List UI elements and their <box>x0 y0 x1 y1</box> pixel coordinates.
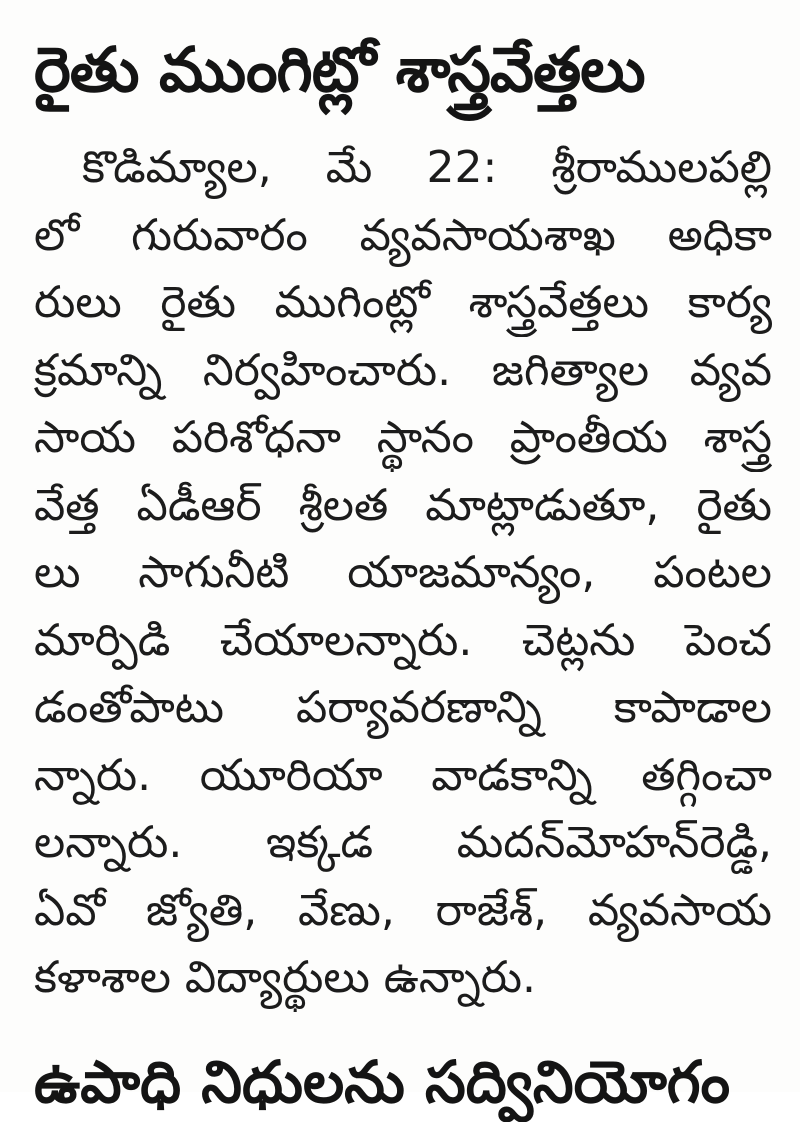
body-line: రులు రైతు ముగింట్లో శాస్త్రవేత్తలు కార్య <box>34 277 772 328</box>
body-line: లో గురువారం వ్యవసాయశాఖ అధికా <box>34 209 772 261</box>
article-headline: రైతు ముంగిట్లో శాస్త్రవేత్తలు <box>34 33 645 106</box>
body-line: మార్పిడి చేయాలన్నారు. చెట్లను పెంచ <box>34 614 772 666</box>
body-line: డంతోపాటు పర్యావరణాన్ని కాపాడాల <box>34 682 772 733</box>
body-line: లు సాగునీటి యాజమాన్యం, పంటల <box>34 547 772 598</box>
next-article-headline-cut: ఉపాధి నిధులను సద్వినియోగం <box>34 1048 731 1116</box>
body-line: సాయ పరిశోధనా స్థానం ప్రాంతీయ శాస్త్ర <box>34 412 772 463</box>
body-line: క్రమాన్ని నిర్వహించారు. జగిత్యాల వ్యవ <box>34 344 772 396</box>
body-line: వేత్త ఏడీఆర్ శ్రీలత మాట్లాడుతూ, రైతు <box>34 479 772 531</box>
body-line: ఏవో జ్యోతి, వేణు, రాజేశ్, వ్యవసాయ <box>34 884 772 936</box>
body-line: కొడిమ్యాల, మే 22: శ్రీరాములపల్లి <box>82 142 772 193</box>
body-line: కళాశాల విద్యార్థులు ఉన్నారు. <box>34 952 537 1003</box>
body-line: న్నారు. యూరియా వాడకాన్ని తగ్గించా <box>34 749 772 801</box>
article-body <box>34 134 772 1012</box>
body-line: లన్నారు. ఇక్కడ మదన్‌మోహన్‌రెడ్డి, <box>34 817 772 868</box>
